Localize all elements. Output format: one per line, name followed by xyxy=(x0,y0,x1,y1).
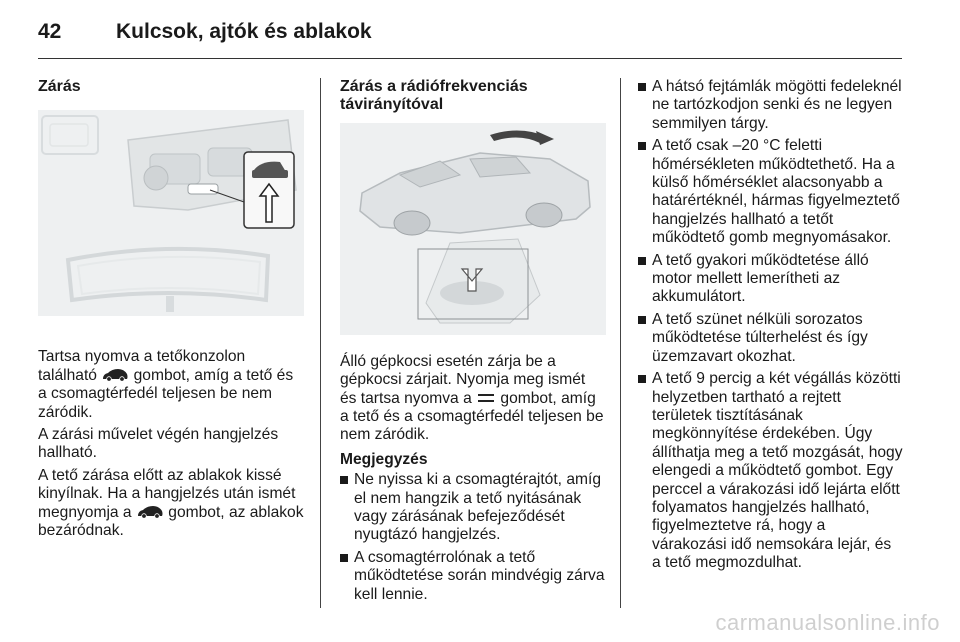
column-divider-1 xyxy=(320,78,321,608)
list-item: A tető gyakori működtetése álló motor mellett lemerítheti az akkumulátort. xyxy=(638,252,904,307)
list-item: A tető szünet nélküli sorozatos működtetése túlterhelést és így üzemzavart okozhat. xyxy=(638,311,904,366)
roof-console-illustration xyxy=(38,110,304,316)
paragraph-2: A zárási művelet végén hangjelzés hallható. xyxy=(38,426,279,462)
list-item: A csomagtérrolónak a tető működtetése során mindvégig zárva kell lennie. xyxy=(340,549,606,604)
list-item: Ne nyissa ki a csomagtérajtót, amíg el nem hangzik a tető nyitásának vagy zárásának befejeződését nyugtázó hangjelzés. xyxy=(340,471,606,545)
column-1 xyxy=(38,78,304,540)
column-3 xyxy=(638,78,904,577)
list-item: A tető csak –20 °C feletti hőmérsékleten működtethető. Ha a külső hőmérséklet alacsonyabb a határértéknél, hármas figyelmeztető hangjelzés hallható a tetőt működtető gomb megnyomásakor. xyxy=(638,137,904,247)
note-list xyxy=(340,471,606,604)
remote-key-illustration xyxy=(340,123,606,335)
list-item: A hátsó fejtámlák mögötti fedeleknél ne tartózkodjon senki és ne legyen semmilyen tárgy. xyxy=(638,78,904,133)
paragraph-remote: Álló gépkocsi esetén zárja be a gépkocsi zárjait. Nyomja meg ismét és tartsa nyomva a gombot, amíg a tető és a csomagtérfedél teljesen be nem záródik. xyxy=(340,352,604,444)
watermark: carmanualsonline.info xyxy=(715,610,940,635)
roof-console-drawing xyxy=(38,110,304,316)
list-item: A tető 9 percig a két végállás közötti helyzetben tartható a rejtett területek tisztításának megkönnyítése érdekében. Úgy állíthatja meg a tető mozgását, hogy elengedi a működtető gombot. Egy perccel a várakozási idő lejárta előtt folyamatos hangjelzés hallható, figyelmeztetve rá, hogy a várakozási idő nemsokára lejár, és a tető megmozdulhat. xyxy=(638,370,904,572)
paragraph-1: Tartsa nyomva a tetőkonzolon található gombot, amíg a tető és a csomagtérfedél teljesen be nem záródik. xyxy=(38,348,294,421)
column-divider-2 xyxy=(620,78,621,608)
roof-close-symbol-icon xyxy=(478,393,494,403)
page-header xyxy=(38,20,372,48)
car-roof-button-icon xyxy=(101,368,129,382)
column-2 xyxy=(340,78,606,608)
convertible-and-key-drawing xyxy=(340,123,606,335)
section-title-remote: Zárás a rádiófrekvenciás távirányítóval xyxy=(340,78,528,114)
page-number: 42 xyxy=(38,20,62,43)
chapter-title: Kulcsok, ajtók és ablakok xyxy=(116,20,372,43)
note-title: Megjegyzés xyxy=(340,450,428,468)
paragraph-3: A tető zárása előtt az ablakok kissé kinyílnak. Ha a hangjelzés után ismét megnyomja a gombot, az ablakok bezáródnak. xyxy=(38,466,304,540)
header-rule xyxy=(38,58,902,59)
car-roof-button-icon xyxy=(136,505,164,519)
notes-list-continued xyxy=(638,78,904,573)
section-title-zaras: Zárás xyxy=(38,78,81,95)
